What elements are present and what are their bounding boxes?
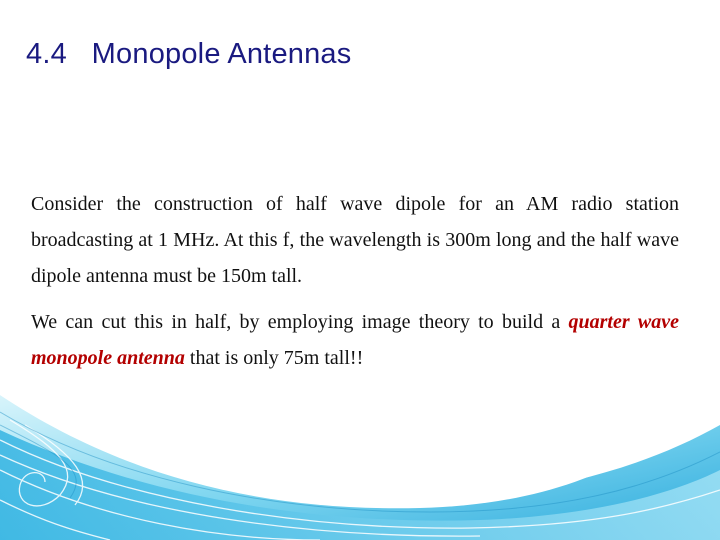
paragraph-monopole [31, 304, 679, 376]
highlight-quarter-wave-monopole: quarter wave monopole antenna [31, 311, 679, 369]
paragraph-monopole-lead: We can cut this in half, by employing image theory to build a [31, 311, 569, 333]
slide-body [31, 186, 679, 376]
paragraph-monopole-tail: that is only 75m tall!! [184, 347, 364, 369]
slide-title: 4.4 Monopole Antennas [26, 38, 352, 70]
paragraph-dipole: Consider the construction of half wave dipole for an AM radio station broadcasting at 1 MHz. At this f, the wavelength is 300m long and the half wave dipole antenna must be 150m tall. [31, 193, 679, 287]
